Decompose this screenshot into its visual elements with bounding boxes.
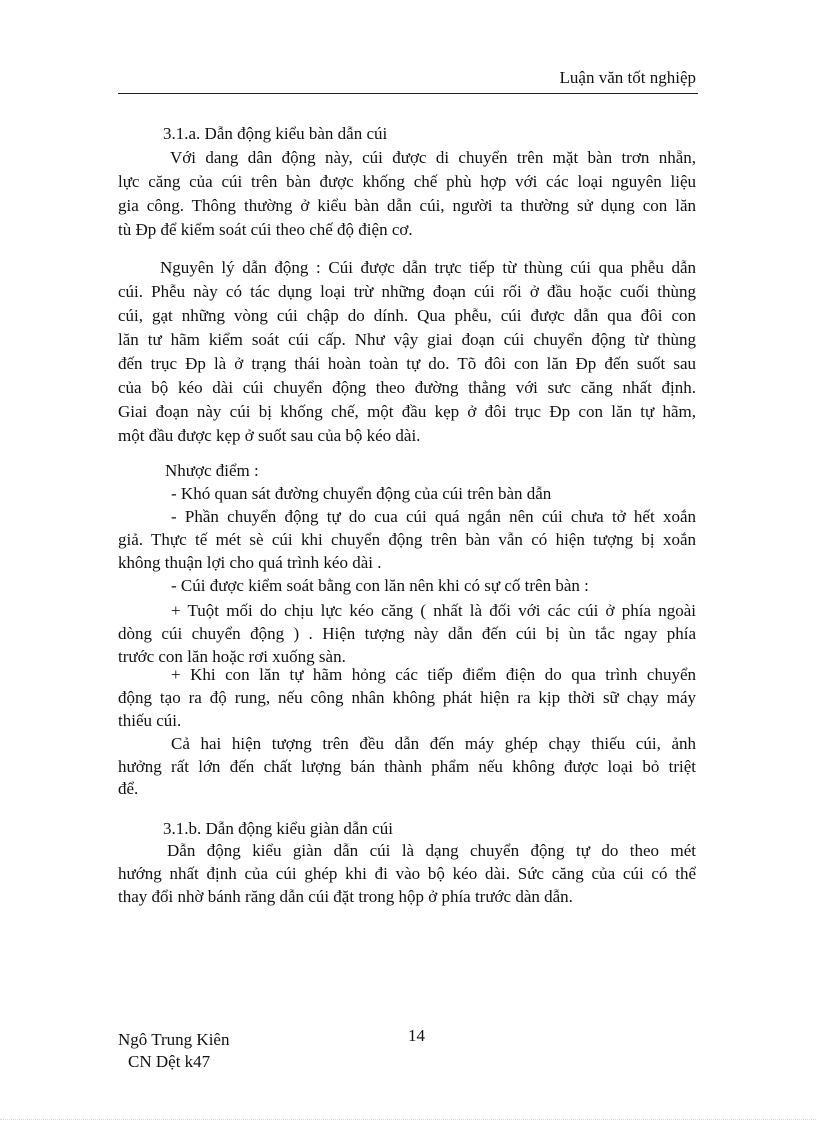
text-line: thiếu cúi.	[118, 711, 182, 730]
text-line: để.	[118, 779, 139, 798]
text-line: lăn tư hãm kiểm soát cúi cấp. Như vậy giai đoạn cúi chuyển động từ thùng	[118, 330, 696, 349]
page-edge-dotted-line	[0, 1119, 816, 1120]
text-line: một đầu được kẹp ở suốt sau của bộ kéo dài.	[118, 426, 421, 445]
text-line: không thuận lợi cho quá trình kéo dài .	[118, 553, 382, 572]
section-b-heading: 3.1.b. Dẫn động kiểu giàn dẫn cúi	[163, 819, 393, 838]
header-rule	[118, 93, 698, 94]
text-line: đến trục Đp là ở trạng thái hoàn toàn tự do. Tõ đôi con lăn Đp đến suốt sau	[118, 354, 696, 373]
text-line: Với dang dân động này, cúi được di chuyển trên mặt bàn trơn nhẵn,	[170, 148, 696, 167]
footer-class: CN Dệt k47	[128, 1052, 211, 1071]
text-line: lực căng của cúi trên bàn được khống chế phù hợp với các loại nguyên liệu	[118, 172, 696, 191]
footer-author: Ngô Trung Kiên	[118, 1030, 230, 1049]
drawbacks-heading: Nhược điểm :	[165, 461, 259, 480]
text-line: hướng nhất định của cúi ghép khi đi vào bộ kéo dài. Sức căng của cúi có thể	[118, 864, 696, 883]
text-line: động tạo ra độ rung, nếu công nhân không phát hiện ra kịp thời sữ chạy máy	[118, 688, 696, 707]
text-line: + Khi con lăn tự hãm hỏng các tiếp điểm điện do qua trình chuyển	[171, 665, 696, 684]
section-a-heading: 3.1.a. Dẫn động kiểu bàn dẫn cúi	[163, 124, 388, 143]
page-number: 14	[408, 1026, 425, 1045]
text-line: của bộ kéo dài cúi chuyển động theo đường thẳng với sưc căng nhất định.	[118, 378, 696, 397]
text-line: dòng cúi chuyển động ) . Hiện tượng này dẫn đến cúi bị ùn tắc ngay phía	[118, 624, 696, 643]
header-title: Luận văn tốt nghiệp	[559, 68, 696, 87]
drawback-item: - Cúi được kiểm soát bằng con lăn nên khi có sự cố trên bàn :	[171, 576, 589, 595]
text-line: cúi, gạt những vòng cúi chập do dính. Qua phễu, cúi được dẫn qua đôi con	[118, 306, 696, 325]
text-line: cúi. Phễu này có tác dụng loại trừ những đoạn cúi rối ở đầu hoặc cuối thùng	[118, 282, 696, 301]
text-line: Nguyên lý dẫn động : Cúi được dẫn trực tiếp từ thùng cúi qua phễu dẫn	[160, 258, 696, 277]
text-line: Giai đoạn này cúi bị khống chế, một đầu kẹp ở đôi trục Đp con lăn tự hãm,	[118, 402, 696, 421]
text-line: - Phần chuyển động tự do cua cúi quá ngắn nên cúi chưa tở hết xoắn	[171, 507, 696, 526]
text-line: Cả hai hiện tượng trên đều dẫn đến máy ghép chạy thiếu cúi, ảnh	[171, 734, 696, 753]
text-line: tù Đp để kiểm soát cúi theo chế độ điện cơ.	[118, 220, 413, 239]
text-line: + Tuột mối do chịu lực kéo căng ( nhất là đối với các cúi ở phía ngoài	[171, 601, 696, 620]
drawback-item: - Khó quan sát đường chuyển động của cúi trên bàn dẫn	[171, 484, 552, 503]
text-line: thay đổi nhờ bánh răng dẫn cúi đặt trong hộp ở phía trước dàn dẫn.	[118, 887, 573, 906]
text-line: Dẫn động kiểu giàn dẫn cúi là dạng chuyển động tự do theo mét	[167, 841, 696, 860]
text-line: gia công. Thông thường ở kiểu bàn dẫn cúi, người ta thường sử dụng con lăn	[118, 196, 696, 215]
text-line: giả. Thực tế mét sè cúi khi chuyển động trên bàn vẫn có hiện tượng bị xoắn	[118, 530, 696, 549]
text-line: hưởng rất lớn đến chất lượng bán thành phẩm nếu không được loại bỏ triệt	[118, 757, 696, 776]
text-line: trước con lăn hoặc rơi xuống sàn.	[118, 647, 346, 666]
